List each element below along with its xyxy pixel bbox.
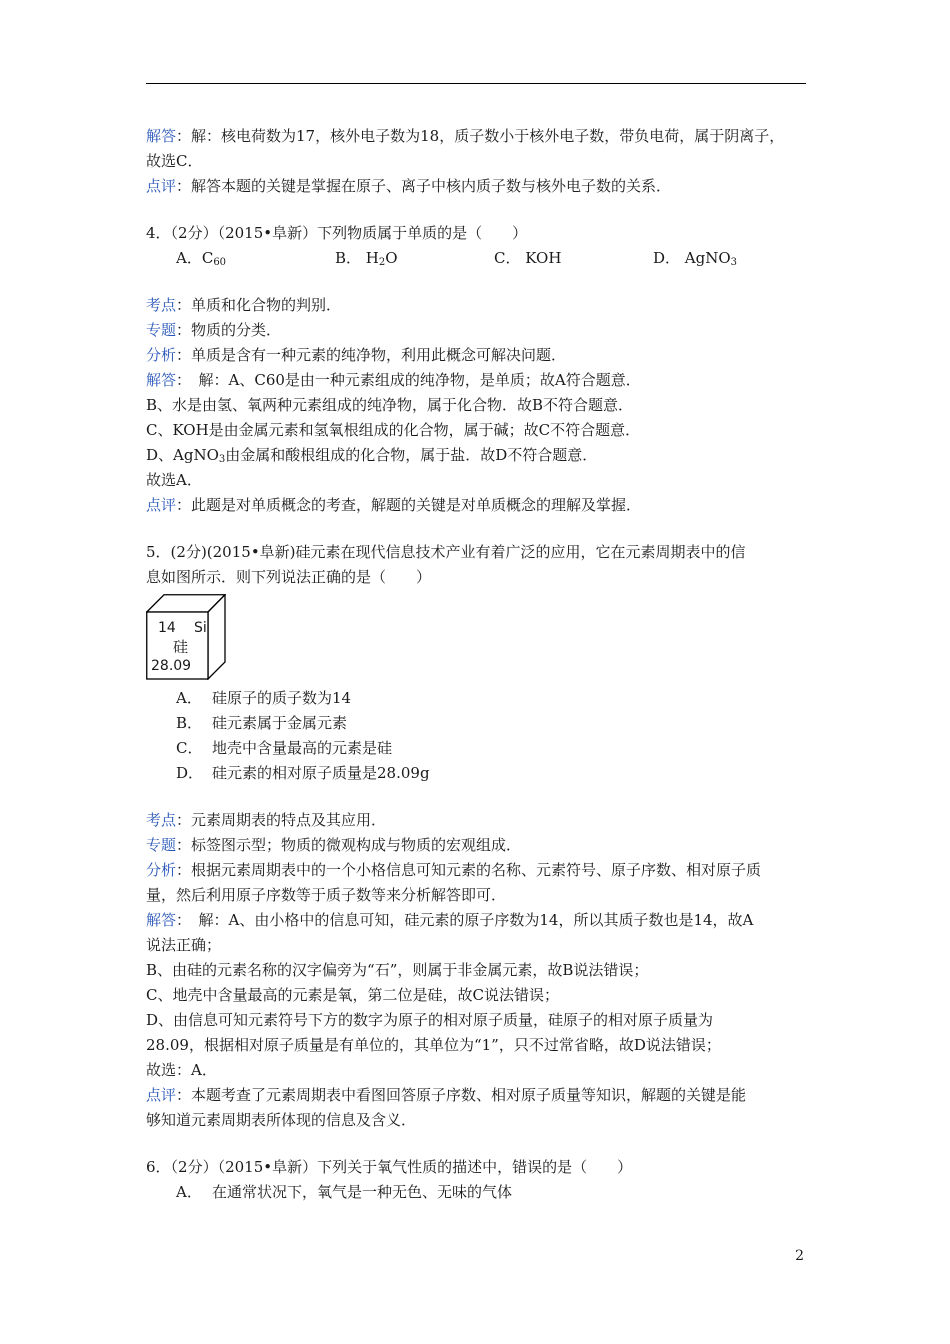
q5-fenxi2: 量，然后利用原子序数等于质子数等来分析解答即可． — [146, 886, 507, 904]
q4-jieda2: B、水是由氢、氧两种元素组成的纯净物，属于化合物．故B不符合题意． — [146, 396, 634, 414]
atomic-mass: 28.09 — [151, 658, 192, 674]
q5-option-b: B． 硅元素属于金属元素 — [176, 714, 348, 732]
q5-jieda4: C、地壳中含量最高的元素是氧，第二位是硅，故C说法错误； — [146, 986, 559, 1004]
silicon-element-cell — [146, 594, 226, 680]
q5-dianping1: 点评：本题考查了元素周期表中看图回答原子序数、相对原子质量等知识，解题的关键是能 — [146, 1086, 747, 1104]
q5-jieda7: 故选：A． — [146, 1061, 217, 1079]
q5-stem-line2: 息如图所示．则下列说法正确的是（ ） — [146, 568, 432, 586]
q5-option-d: D． 硅元素的相对原子质量是28.09g — [176, 764, 430, 782]
q3-review: 点评：解答本题的关键是掌握在原子、离子中核内质子数与核外电子数的关系． — [146, 177, 672, 195]
review-label: 点评 — [146, 177, 177, 195]
q4-jieda3: C、KOH是由金属元素和氢氧根组成的化合物，属于碱；故C不符合题意． — [146, 421, 641, 439]
q3-answer-line1: 解答：解：核电荷数为17，核外电子数为18，质子数小于核外电子数，带负电荷，属于阴离子， — [146, 127, 785, 145]
element-name: 硅 — [173, 638, 189, 656]
q4-option-a: A．$C_{60}$ — [176, 249, 227, 268]
q5-jieda2: 说法正确； — [146, 936, 222, 954]
answer-label: 解答 — [146, 127, 177, 145]
q5-jieda1: 解答： 解：A、由小格中的信息可知，硅元素的原子序数为14，所以其质子数也是14，故A — [146, 911, 754, 929]
q5-option-a: A． 硅原子的质子数为14 — [176, 689, 352, 707]
q6-stem: 6．（2分）（2015•阜新）下列关于氧气性质的描述中，错误的是（ ） — [146, 1158, 633, 1176]
atomic-number: 14 — [158, 620, 176, 636]
q6-option-a: A． 在通常状况下，氧气是一种无色、无味的气体 — [176, 1183, 513, 1201]
q4-jieda5: 故选A． — [146, 471, 202, 489]
q5-zhuanti: 专题：标签图示型；物质的微观构成与物质的宏观组成． — [146, 836, 522, 854]
q4-options — [146, 246, 812, 271]
q4-jieda1: 解答： 解：A、C60是由一种元素组成的纯净物，是单质；故A符合题意． — [146, 371, 641, 389]
header-rule — [146, 83, 806, 84]
q5-jieda5: D、由信息可知元素符号下方的数字为原子的相对原子质量，硅原子的相对原子质量为 — [146, 1011, 714, 1029]
q4-option-c: C． KOH — [494, 249, 562, 267]
q4-jieda4: D、AgNO$_3$由金属和酸根组成的化合物，属于盐．故D不符合题意． — [146, 446, 598, 465]
q5-option-c: C． 地壳中含量最高的元素是硅 — [176, 739, 393, 757]
q4-fenxi: 分析：单质是含有一种元素的纯净物，利用此概念可解决问题． — [146, 346, 567, 364]
page-number: 2 — [795, 1248, 804, 1264]
q4-stem: 4．（2分）（2015•阜新）下列物质属于单质的是（ ） — [146, 224, 528, 242]
q5-fenxi1: 分析：根据元素周期表中的一个小格信息可知元素的名称、元素符号、原子序数、相对原子质 — [146, 861, 762, 879]
q5-stem-line1: 5．(2分)(2015•阜新)硅元素在现代信息技术产业有着广泛的应用，它在元素周期表中的信 — [146, 543, 746, 561]
q3-answer-line2: 故选C． — [146, 152, 203, 170]
page-content — [146, 124, 812, 1205]
q4-kaodian: 考点：单质和化合物的判别． — [146, 296, 342, 314]
q4-zhuanti: 专题：物质的分类． — [146, 321, 282, 339]
q5-jieda6: 28.09，根据相对原子质量是有单位的，其单位为“1”，只不过常省略，故D说法错误； — [146, 1036, 721, 1054]
q4-option-d: D． AgNO$_3$ — [653, 249, 738, 268]
q4-option-b: B． $H_2O$ — [335, 249, 398, 268]
q4-dianping: 点评：此题是对单质概念的考查，解题的关键是对单质概念的理解及掌握． — [146, 496, 642, 514]
q5-dianping2: 够知道元素周期表所体现的信息及含义． — [146, 1111, 417, 1129]
q5-jieda3: B、由硅的元素名称的汉字偏旁为“石”，则属于非金属元素，故B说法错误； — [146, 961, 649, 979]
element-symbol: Si — [194, 620, 207, 636]
q5-kaodian: 考点：元素周期表的特点及其应用． — [146, 811, 387, 829]
